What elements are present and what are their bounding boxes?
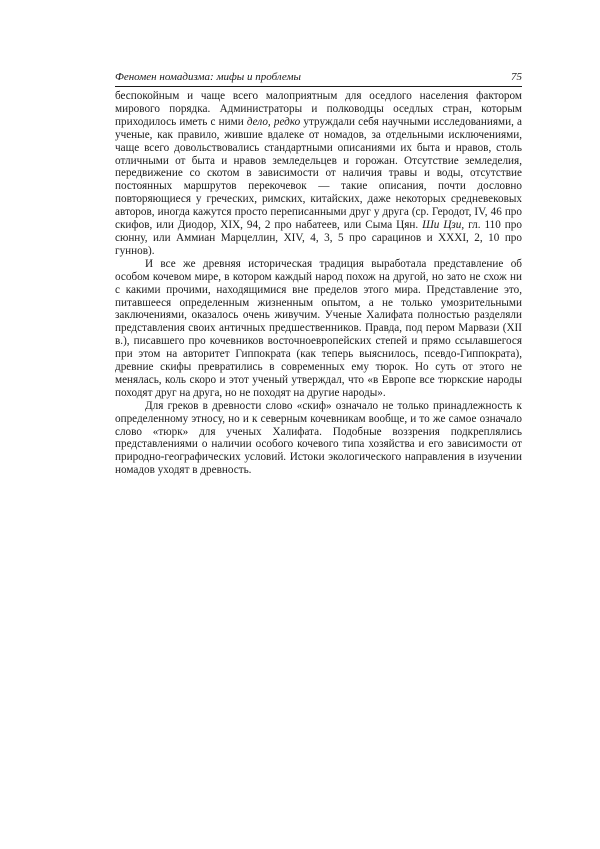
running-header [115,71,522,87]
paragraph-1 [115,90,522,258]
running-title: Феномен номадизма: мифы и проблемы [115,71,301,83]
page [115,71,522,477]
paragraph-3 [115,400,522,477]
text-run-italic: дело, редко [246,115,301,128]
page-number: 75 [511,71,522,83]
text-run: утруждали себя научными исследованиями, а ученые, как правило, жившие вдалеке от номадов, за отдельными исключениями, чаще всего довольствовались стандартными описаниями их быта и нравов, столь отличными от быта и нравов земледельцев и горожан. Отсутствие земледелия, передвижение со скотом в зависимости от наличия травы и воды, отсутствие постоянных маршрутов перекочевок — такие описания, почти дословно повторяющиеся у греческих, римских, китайских, даже некоторых средневековых авторов, иногда кажутся просто переписанными друг у друга (ср. Геродот, IV, 46 про скифов, или Диодор, XIX, 94, 2 про набатеев, или Сыма Цян. [115,115,522,232]
paragraph-2 [115,258,522,400]
text-run-italic: Ши Цзи, [422,219,465,232]
text-run: гл. 110 про сюнну, или Аммиан Марцеллин, XIV, 4, 3, 5 про сарацинов и XXXI, 2, 10 про гуннов). [115,219,522,257]
body-text [115,90,522,477]
text-run: И все же древняя историческая традиция выработала представление об особом кочевом мире, в котором каждый народ похож на другой, но зато не схож ни с какими прочими, находящимися вне пределов этого мира. Представление это, питавшееся определенным жизненным опытом, а не только умозрительными заключениями, оказалось очень живучим. Ученые Халифата полностью разделяли представления своих античных предшественников. Правда, под пером Марвази (XII в.), писавшего про кочевников восточноевропейских степей и прямо ссылавшегося при этом на авторитет Гиппократа (как теперь выяснилось, псевдо-Гиппократа), древние скифы превратились в современных ему тюрок. Но суть от этого не менялась, коль скоро и этот ученый утверждал, что «в Европе все тюркские народы походят друг на друга, но не походят на другие народы». [115,257,522,399]
text-run: беспокойным и чаще всего малоприятным для оседлого населения фактором мирового порядка. Администраторы и полководцы оседлых стран, которым приходилось иметь с ними [115,90,522,128]
text-run: Для греков в древности слово «скиф» означало не только принадлежность к определенному этносу, но и к северным кочевникам вообще, и то же самое означало слово «тюрк» для ученых Халифата. Подобные воззрения подкреплялись представлениями о наличии особого кочевого типа хозяйства и его зависимости от природно-географических условий. Истоки экологического направления в изучении номадов уходят в древность. [115,399,522,477]
